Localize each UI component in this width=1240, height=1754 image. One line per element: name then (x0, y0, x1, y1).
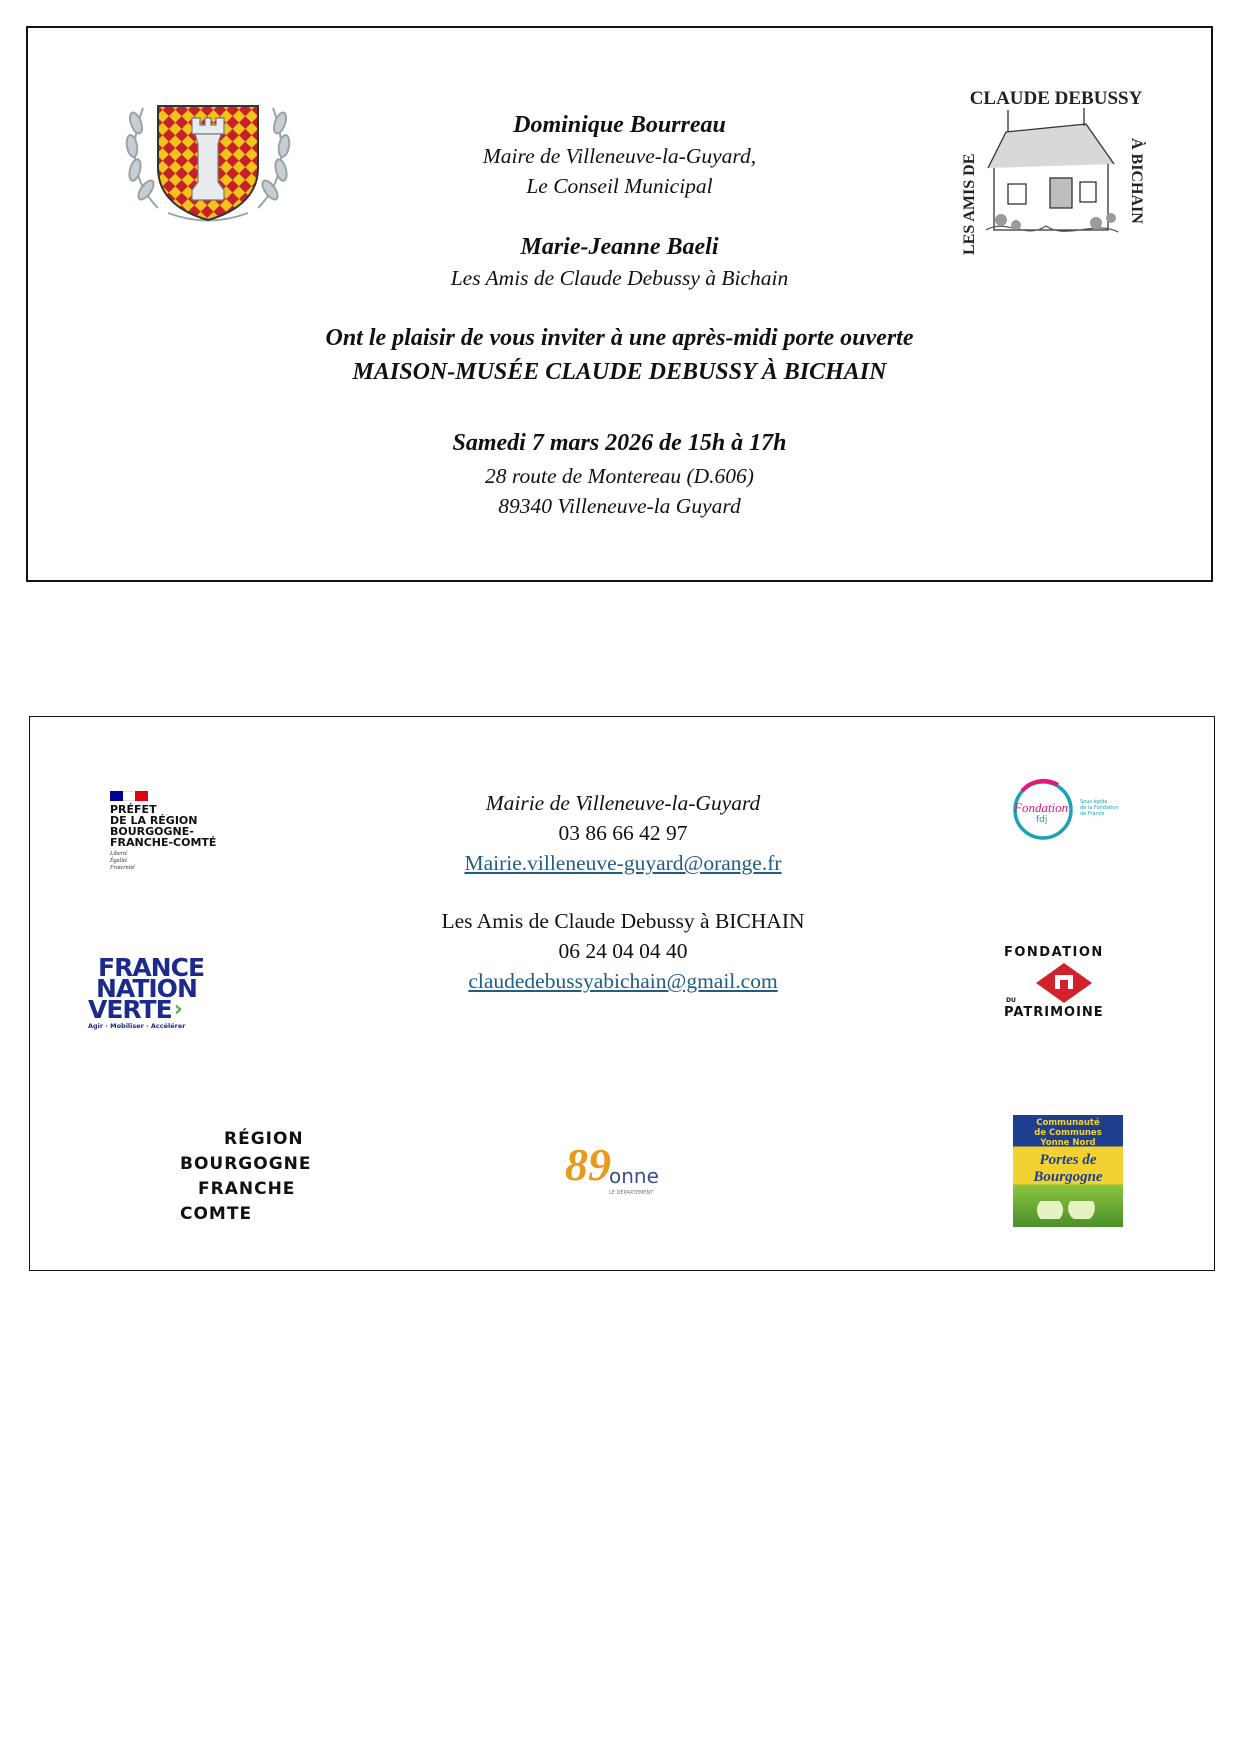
prefet-line-2: DE LA RÉGION (110, 814, 198, 827)
prefet-motto-3: Fraternité (110, 865, 135, 871)
ccyn-top-2: de Communes (1034, 1128, 1102, 1138)
patrimoine-top: FONDATION (1004, 945, 1104, 960)
fdj-sub-3: de France (1080, 811, 1105, 817)
mairie-email-link[interactable]: Mairie.villeneuve-guyard@orange.fr (464, 851, 782, 875)
region-bfc-logo (180, 1127, 320, 1227)
invite-line: Ont le plaisir de vous inviter à une après-midi porte ouverte (325, 325, 914, 351)
host2-role: Les Amis de Claude Debussy à Bichain (450, 266, 789, 290)
bfc-line-3: FRANCHE (198, 1179, 296, 1199)
bfc-line-2: BOURGOGNE (180, 1154, 312, 1174)
fnv-chevron-icon: › (173, 997, 182, 1020)
host1-council: Le Conseil Municipal (526, 174, 713, 198)
patrimoine-bottom: PATRIMOINE (1004, 1005, 1104, 1020)
yonne-department-logo (565, 1139, 685, 1202)
fnv-line-1: FRANCE (98, 957, 205, 982)
fnv-line-3: VERTE (88, 995, 172, 1020)
assoc-email-link[interactable]: claudedebussyabichain@gmail.com (468, 969, 778, 993)
yonne-name: onne (609, 1164, 659, 1188)
yonne-number: 89 (565, 1139, 611, 1190)
amis-logo-right-text: À BICHAIN (1128, 138, 1145, 224)
fdj-sub-2: de la Fondation (1080, 805, 1119, 811)
mairie-name: Mairie de Villeneuve-la-Guyard (485, 791, 761, 815)
prefet-line-4: FRANCHE-COMTÉ (110, 836, 217, 849)
contacts-card (29, 716, 1215, 1271)
prefet-line-3: BOURGOGNE- (110, 825, 194, 838)
fnv-line-2: NATION (96, 974, 197, 1003)
venue-title: MAISON-MUSÉE CLAUDE DEBUSSY À BICHAIN (352, 359, 887, 385)
patrimoine-du: DU (1006, 997, 1016, 1004)
fdj-sub-1: Sous égide (1080, 799, 1108, 805)
ccyn-top-3: Yonne Nord (1040, 1138, 1096, 1148)
amis-logo-left-text: LES AMIS DE (961, 153, 978, 255)
prefet-line-1: PRÉFET (110, 803, 157, 816)
mairie-phone: 03 86 66 42 97 (558, 821, 688, 845)
yonne-subtitle: LE DÉPARTEMENT (609, 1190, 654, 1196)
host2-name: Marie-Jeanne Baeli (520, 234, 719, 260)
ccyn-script-1: Portes de (1039, 1152, 1097, 1168)
host1-name: Dominique Bourreau (513, 112, 726, 138)
assoc-name: Les Amis de Claude Debussy à BICHAIN (441, 909, 805, 933)
bfc-line-1: RÉGION (224, 1129, 304, 1149)
event-date: Samedi 7 mars 2026 de 15h à 17h (452, 430, 787, 456)
address-street: 28 route de Montereau (D.606) (485, 464, 754, 488)
ccyn-script-2: Bourgogne (1033, 1169, 1103, 1185)
ccyn-logo (1013, 1115, 1123, 1227)
fnv-tagline: Agir · Mobiliser · Accélérer (88, 1022, 186, 1030)
fdj-title: Fondation (1014, 800, 1069, 815)
address-city: 89340 Villeneuve-la Guyard (498, 494, 741, 518)
host1-role: Maire de Villeneuve-la-Guyard, (482, 144, 757, 168)
ccyn-landscape (1023, 1201, 1113, 1219)
prefet-motto-1: Liberté (110, 851, 128, 857)
ccyn-top-1: Communauté (1036, 1118, 1100, 1128)
invitation-card (26, 26, 1213, 582)
bfc-line-4: COMTE (180, 1204, 253, 1224)
amis-logo-top-text: CLAUDE DEBUSSY (969, 88, 1143, 109)
assoc-phone: 06 24 04 04 40 (558, 939, 688, 963)
fdj-mark: fdj (1036, 815, 1048, 825)
prefet-motto-2: Égalité (110, 858, 128, 864)
